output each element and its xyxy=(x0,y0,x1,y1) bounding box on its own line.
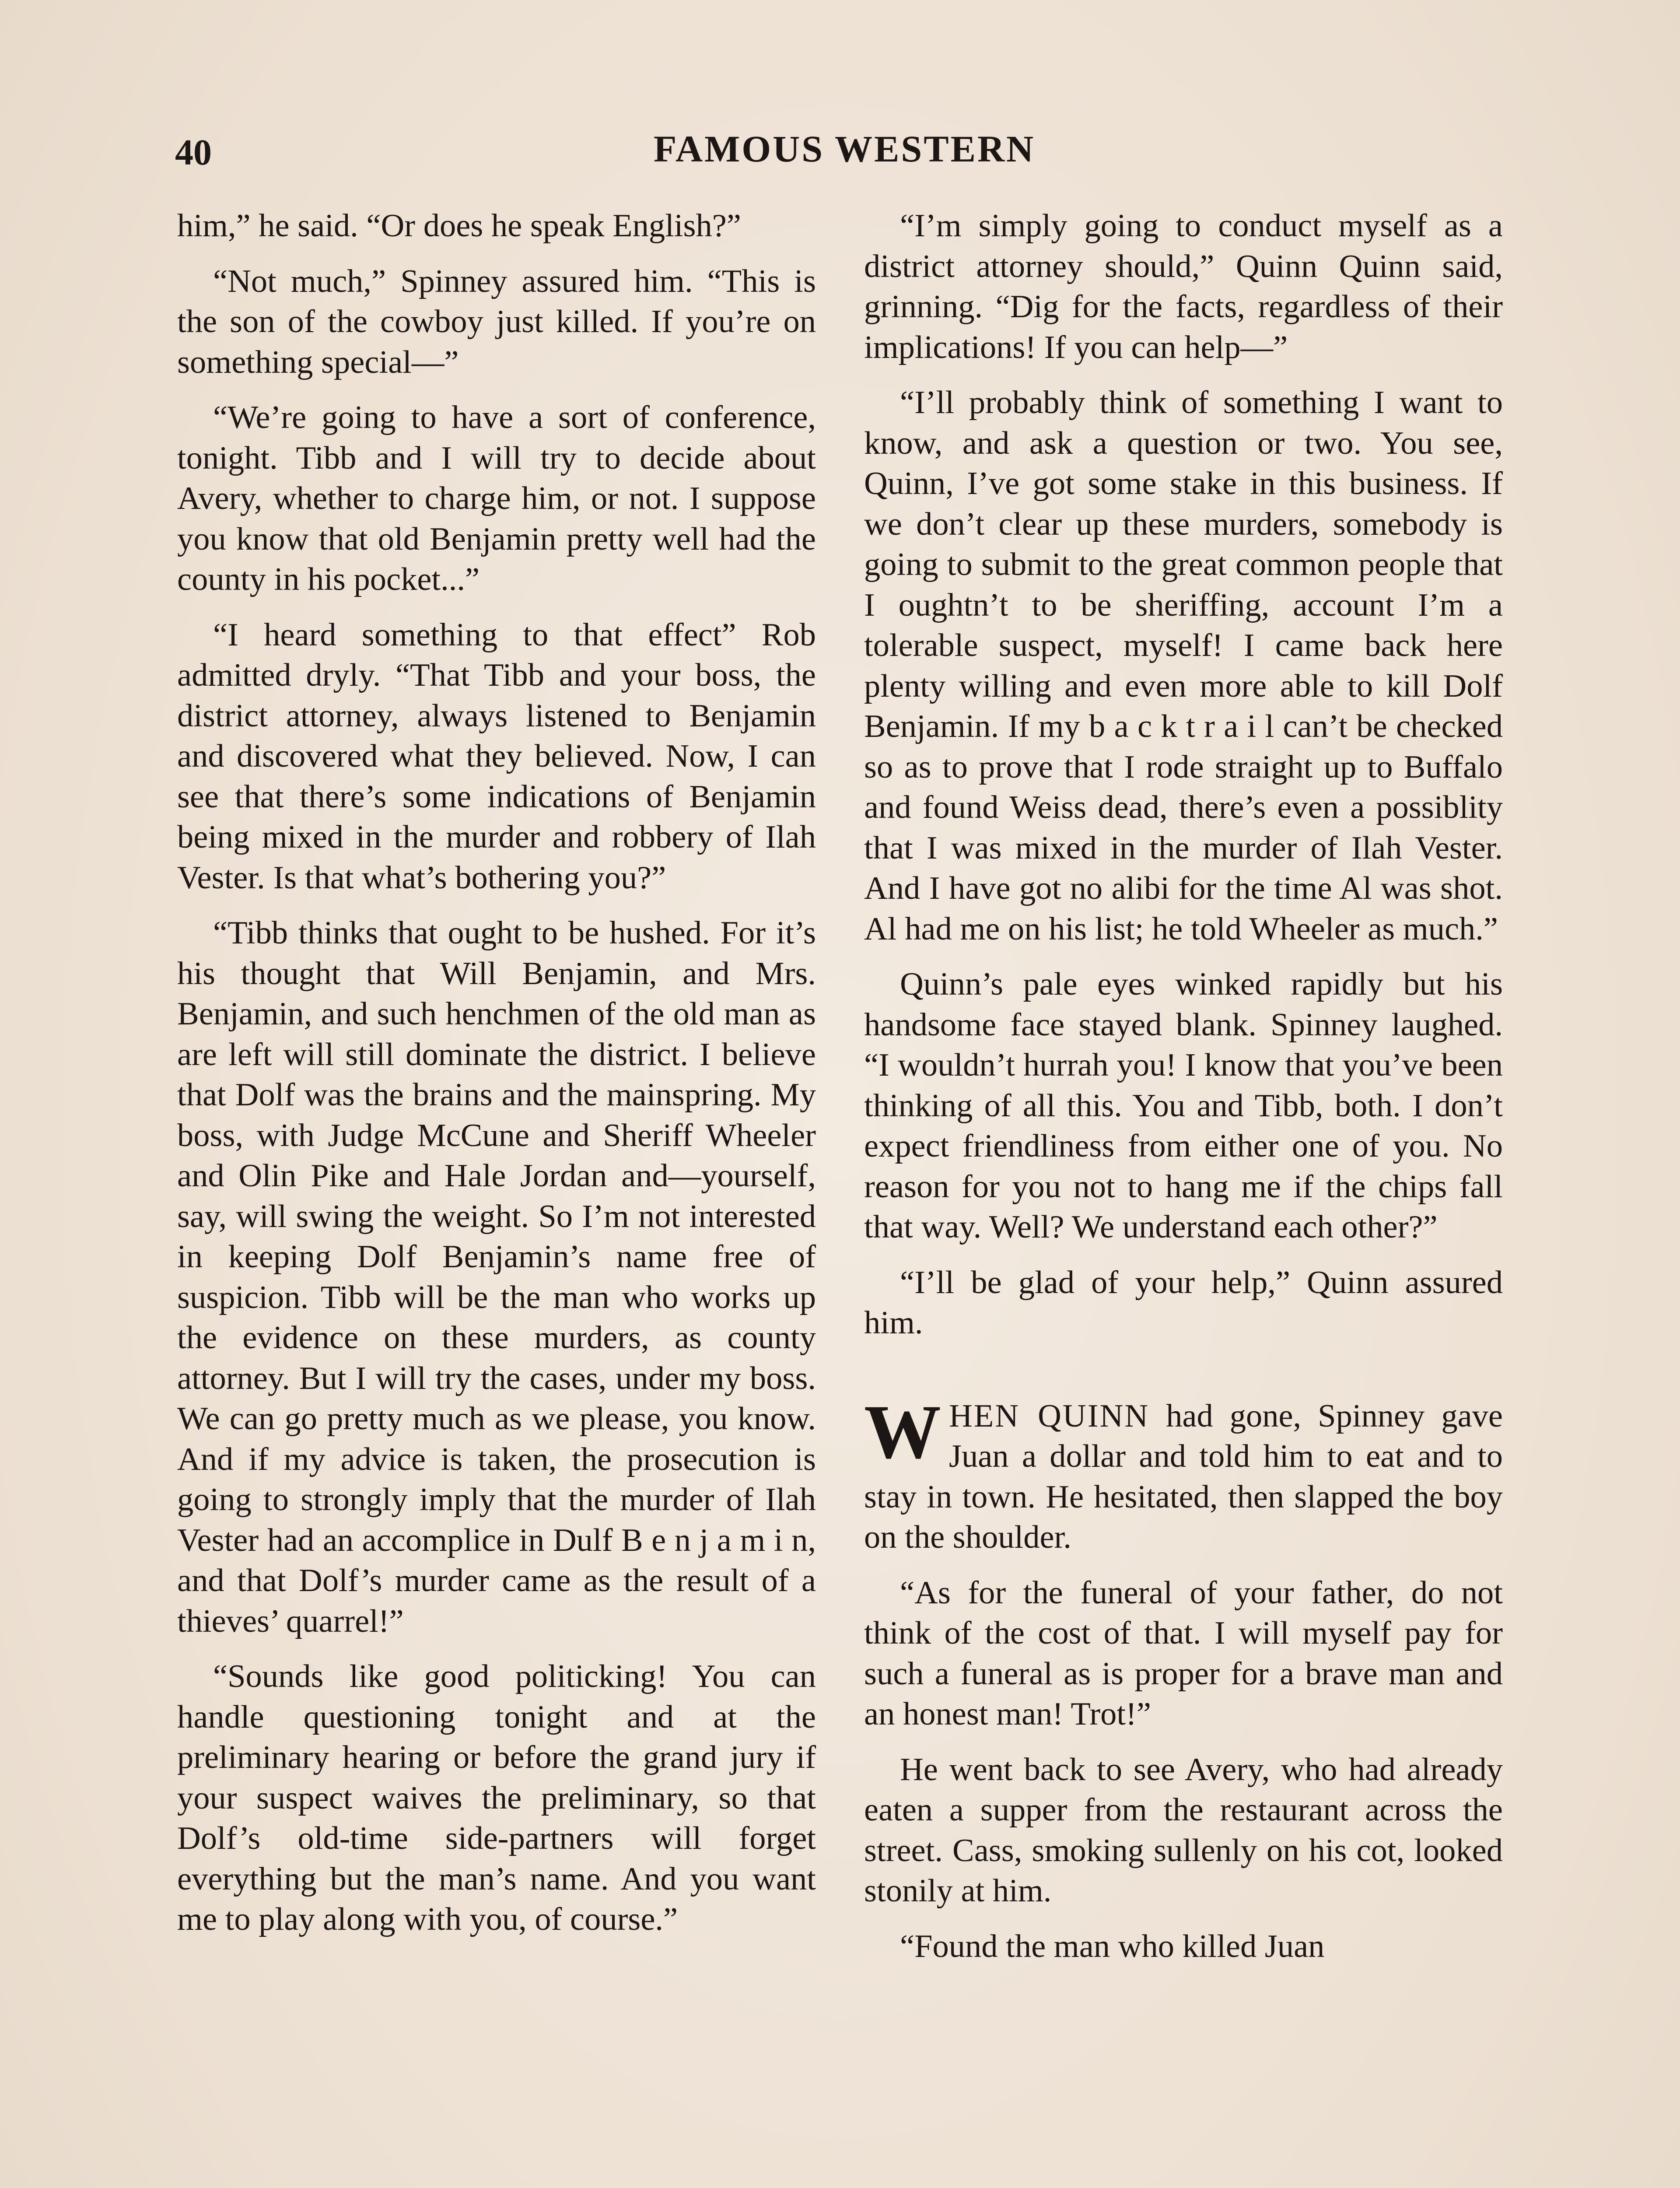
section-opening-text: had gone, Spinney gave Juan a dollar and told him to eat and to stay in town. He hesitated, then slapped the boy on the shoulder. xyxy=(864,1398,1503,1555)
paragraph: “We’re going to have a sort of conference, tonight. Tibb and I will try to decide about Avery, whether to charge him, or not. I suppose you know that old Benjamin pretty well had the county in his pocket...” xyxy=(177,400,816,597)
page-header xyxy=(175,123,1514,179)
paragraph: “I’ll be glad of your help,” Quinn assured him. xyxy=(864,1264,1503,1341)
drop-cap-letter: W xyxy=(864,1389,941,1475)
paragraph: “Not much,” Spinney assured him. “This is the son of the cowboy just killed. If you’re on something special—” xyxy=(177,263,816,380)
page-number: 40 xyxy=(175,132,212,173)
paragraph: him,” he said. “Or does he speak English?” xyxy=(177,208,741,244)
paragraph: “I’m simply going to conduct myself as a district attorney should,” Quinn Quinn said, grinning. “Dig for the facts, regardless of their implications! If you can help—” xyxy=(864,208,1503,365)
paragraph: “I heard something to that effect” Rob admitted dryly. “That Tibb and your boss, the district attorney, always listened to Benjamin and discovered what they believed. Now, I can see that there’s some indications of Benjamin being mixed in the murder and robbery of Ilah Vester. Is that what’s bothering you?” xyxy=(177,617,816,896)
paragraph: Quinn’s pale eyes winked rapidly but his handsome face stayed blank. Spinney laughed. “I wouldn’t hurrah you! I know that you’ve been thinking of all this. You and Tibb, both. I don’t expect friendliness from either one of you. No reason for you not to hang me if the chips fall that way. Well? We understand each other?” xyxy=(864,966,1503,1245)
section-opening-paragraph xyxy=(864,1389,1503,1558)
right-text-column xyxy=(864,206,1503,1981)
paragraph: “Found the man who killed Juan xyxy=(900,1928,1325,1964)
section-lead-caps: HEN QUINN xyxy=(949,1398,1150,1434)
paragraph: “Tibb thinks that ought to be hushed. For it’s his thought that Will Benjamin, and Mrs. Benjamin, and such henchmen of the old man as are left will still dominate the district. I believe that Dolf was the brains and the mainspring. My boss, with Judge McCune and Sheriff Wheeler and Olin Pike and Hale Jordan and—yourself, say, will swing the weight. So I’m not interested in keeping Dolf Benjamin’s name free of suspicion. Tibb will be the man who works up the evidence on these murders, as county attorney. But I will try the cases, under my boss. We can go pretty much as we please, you know. And if my advice is taken, the prosecution is going to strongly imply that the murder of Ilah Vester had an accomplice in Dulf B e n j a m i n, and that Dolf’s murder came as the result of a thieves’ quarrel!” xyxy=(177,915,816,1639)
paragraph: “I’ll probably think of something I want to know, and ask a question or two. You see, Quinn, I’ve got some stake in this business. If we don’t clear up these murders, somebody is going to submit to the great common people that I oughtn’t to be sheriffing, account I’m a tolerable suspect, myself! I came back here plenty willing and even more able to kill Dolf Benjamin. If my b a c k t r a i l can’t be checked so as to prove that I rode straight up to Buffalo and found Weiss dead, there’s even a possiblity that I was mixed in the murder of Ilah Vester. And I have got no alibi for the time Al was shot. Al had me on his list; he told Wheeler as much.” xyxy=(864,385,1503,947)
paragraph: “As for the funeral of your father, do not think of the cost of that. I will myself pay for such a funeral as is proper for a brave man and an honest man! Trot!” xyxy=(864,1574,1503,1732)
running-head-title: FAMOUS WESTERN xyxy=(653,128,1036,170)
paragraph: He went back to see Avery, who had already eaten a supper from the restaurant across the street. Cass, smoking sullenly on his cot, looked stonily at him. xyxy=(864,1751,1503,1909)
paragraph: “Sounds like good politicking! You can handle questioning tonight and at the preliminary hearing or before the grand jury if your suspect waives the preliminary, so that Dolf’s old-time side-partners will forget everything but the man’s name. And you want me to play along with you, of course.” xyxy=(177,1659,816,1937)
left-text-column xyxy=(177,206,816,1955)
